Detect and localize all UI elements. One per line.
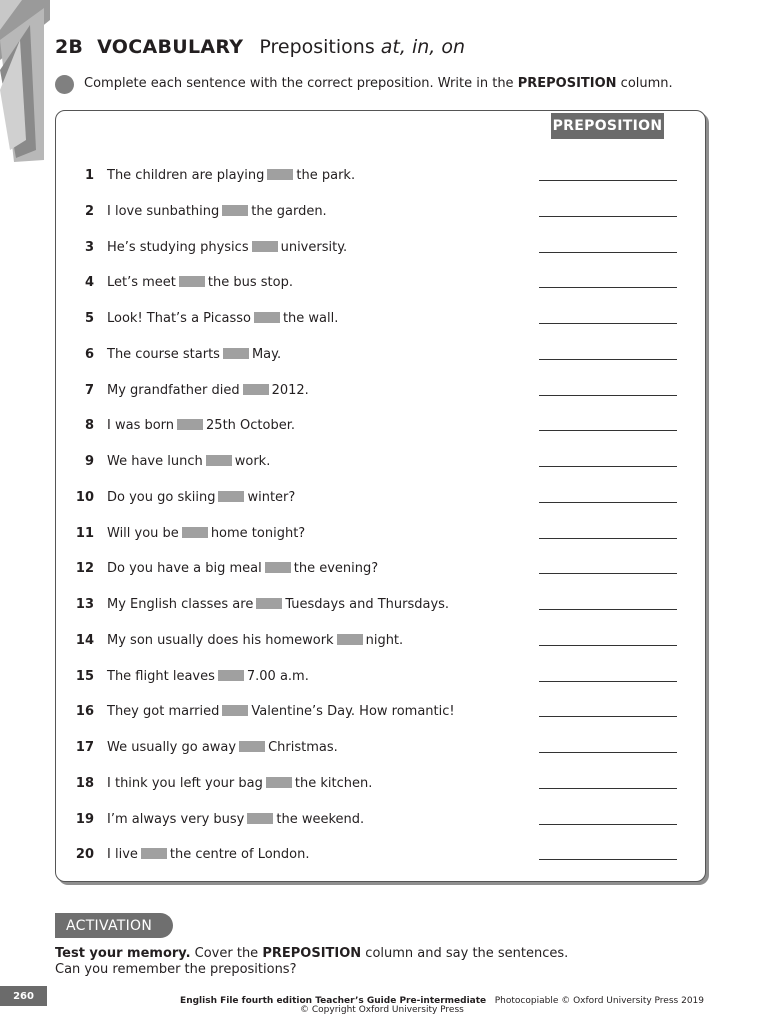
answer-line[interactable] [539,752,677,753]
sentence-text [107,275,293,290]
answer-line[interactable] [539,824,677,825]
sentence-before-gap: Will you be [107,525,179,541]
sentence-after-gap: 25th October. [206,418,296,434]
sentence-row [60,416,680,436]
answer-line[interactable] [539,216,677,217]
sentence-before-gap: Look! That’s a Picasso [107,311,251,326]
answer-line[interactable] [539,645,677,646]
sentence-text [107,561,378,576]
answer-line[interactable] [539,716,677,717]
sentence-number: 14 [75,632,94,648]
sentence-number: 12 [75,561,94,577]
sentence-row [60,452,680,472]
sentence-text [107,740,338,755]
subtitle-prefix: Prepositions [259,36,381,58]
sentence-before-gap: I was born [107,418,175,434]
answer-line[interactable] [539,681,677,682]
sentence-after-gap: the wall. [282,311,339,326]
sentence-after-gap: Tuesdays and Thursdays. [285,597,450,612]
sentence-row [60,166,680,186]
sentence-after-gap: the weekend. [276,811,365,827]
sentence-row [60,631,680,651]
bullet-icon [55,75,74,94]
blank-gap [222,205,248,216]
sentence-after-gap: the evening? [293,561,379,577]
sentence-after-gap: the bus stop. [207,275,293,291]
blank-gap [265,562,291,573]
sentence-text [107,526,305,541]
sentence-after-gap: winter? [247,489,296,505]
sentence-number: 8 [84,418,94,434]
answer-line[interactable] [539,502,677,503]
sentence-text [107,704,455,719]
subtitle [259,36,465,58]
sentence-before-gap: My son usually does his homework [107,632,334,648]
sentence-before-gap: Do you have a big meal [107,561,262,577]
blank-gap [182,527,208,538]
blank-gap [247,813,273,824]
sentence-text [107,812,364,827]
sentence-row [60,202,680,222]
sentence-before-gap: We usually go away [107,740,237,755]
sentence-text [107,454,270,469]
answer-line[interactable] [539,323,677,324]
sentence-after-gap: home tonight? [210,525,306,541]
footer-copyright: © Copyright Oxford University Press [300,1005,464,1015]
answer-line[interactable] [539,609,677,610]
sentence-number: 5 [84,311,94,326]
sentence-number: 17 [75,740,94,755]
sentence-row [60,273,680,293]
blank-gap [218,670,244,681]
sentence-before-gap: He’s studying physics [107,239,249,255]
activation-text [55,946,568,978]
answer-line[interactable] [539,859,677,860]
sentence-text [107,847,309,862]
sentence-number: 9 [84,454,94,469]
sentence-row [60,667,680,687]
sentence-row [60,345,680,365]
blank-gap [141,848,167,859]
instruction-part1: Complete each sentence with the correct preposition. Write in the [84,76,518,91]
sentence-row [60,488,680,508]
sentence-before-gap: I love sunbathing [107,203,220,219]
sentence-row [60,738,680,758]
blank-gap [337,634,363,645]
blank-gap [254,312,280,323]
sentence-text [107,669,309,684]
sentence-before-gap: Let’s meet [107,275,176,291]
sentence-number: 20 [75,847,94,863]
sentence-before-gap: The children are playing [107,168,265,183]
blank-gap [252,241,278,252]
sentence-row [60,845,680,865]
blank-gap [222,705,248,716]
sentence-text [107,168,355,183]
instruction-text [84,76,673,91]
sentence-number: 13 [75,597,94,612]
answer-line[interactable] [539,252,677,253]
sentence-after-gap: the garden. [251,203,327,219]
sentence-after-gap: 2012. [271,382,309,398]
answer-line[interactable] [539,538,677,539]
sentence-row [60,238,680,258]
page-number: 260 [0,986,47,1006]
unit-code: 2B [55,36,84,58]
blank-gap [243,384,269,395]
answer-line[interactable] [539,430,677,431]
sentence-after-gap: the kitchen. [294,775,373,791]
sentence-text [107,633,403,648]
answer-line[interactable] [539,573,677,574]
answer-line[interactable] [539,180,677,181]
sentence-after-gap: night. [365,632,404,648]
blank-gap [256,598,282,609]
sentence-before-gap: They got married [107,704,220,720]
blank-gap [267,169,293,180]
blank-gap [179,276,205,287]
sentence-after-gap: the centre of London. [169,847,310,863]
sentence-text [107,347,281,362]
sentence-number: 1 [84,168,94,183]
activation-text2: column and say the sentences. [361,946,569,961]
activation-line2: Can you remember the prepositions? [55,962,297,977]
sentence-number: 7 [84,382,94,398]
sentence-row [60,595,680,615]
section-label: VOCABULARY [97,36,244,58]
answer-line[interactable] [539,287,677,288]
answer-line[interactable] [539,395,677,396]
sentence-text [107,240,347,255]
sentence-row [60,524,680,544]
sentence-after-gap: university. [280,239,348,255]
sentence-text [107,776,372,791]
sentence-after-gap: Christmas. [268,740,338,755]
blank-gap [223,348,249,359]
sentence-text [107,383,309,398]
sentence-number: 18 [75,775,94,791]
sentence-number: 11 [75,525,94,541]
answer-line[interactable] [539,359,677,360]
sentence-before-gap: I’m always very busy [107,811,245,827]
sentence-before-gap: We have lunch [107,454,203,469]
decorative-corner-graphic [0,0,50,170]
instruction-part2: column. [616,76,673,91]
sentence-text [107,311,338,326]
sentence-number: 19 [75,811,94,827]
sentence-row [60,381,680,401]
activation-label: ACTIVATION [55,913,173,938]
blank-gap [206,455,232,466]
sentence-text [107,597,449,612]
sentence-number: 15 [75,668,94,684]
sentence-text [107,418,295,433]
sentence-row [60,810,680,830]
sentence-after-gap: Valentine’s Day. How romantic! [251,704,455,720]
preposition-column-header: PREPOSITION [551,113,664,139]
sentence-before-gap: Do you go skiing [107,489,216,505]
sentence-row [60,309,680,329]
sentence-row [60,559,680,579]
answer-line[interactable] [539,788,677,789]
blank-gap [177,419,203,430]
sentence-number: 10 [75,489,94,505]
sentence-text [107,204,327,219]
activation-bold1: Test your memory. [55,946,191,961]
sentence-before-gap: I think you left your bag [107,775,263,791]
subtitle-italic: at, in, on [380,36,466,58]
blank-gap [218,491,244,502]
blank-gap [266,777,292,788]
sentence-number: 16 [75,704,94,720]
instruction-bold: PREPOSITION [517,76,617,91]
sentence-text [107,490,295,505]
sentence-row [60,774,680,794]
blank-gap [239,741,265,752]
sentence-number: 2 [84,203,94,219]
sentence-before-gap: The course starts [107,346,220,362]
sentence-after-gap: work. [234,454,271,469]
answer-line[interactable] [539,466,677,467]
sentence-number: 3 [84,239,94,255]
sentence-before-gap: My grandfather died [107,382,240,398]
sentence-number: 6 [84,346,94,362]
sentence-before-gap: The flight leaves [107,668,215,684]
sentence-before-gap: My English classes are [107,597,254,612]
sentence-after-gap: the park. [296,168,356,183]
sentence-row [60,702,680,722]
sentence-after-gap: 7.00 a.m. [246,668,309,684]
footer-book: English File fourth edition Teacher’s Guide Pre-intermediate [180,996,487,1006]
page-title [55,36,465,62]
footer-photocopiable: Photocopiable © Oxford University Press 2019 [494,996,704,1006]
activation-text1: Cover the [190,946,263,961]
activation-bold2: PREPOSITION [262,946,362,961]
sentence-before-gap: I live [107,847,138,863]
sentence-after-gap: May. [251,346,282,362]
sentence-number: 4 [84,275,94,291]
